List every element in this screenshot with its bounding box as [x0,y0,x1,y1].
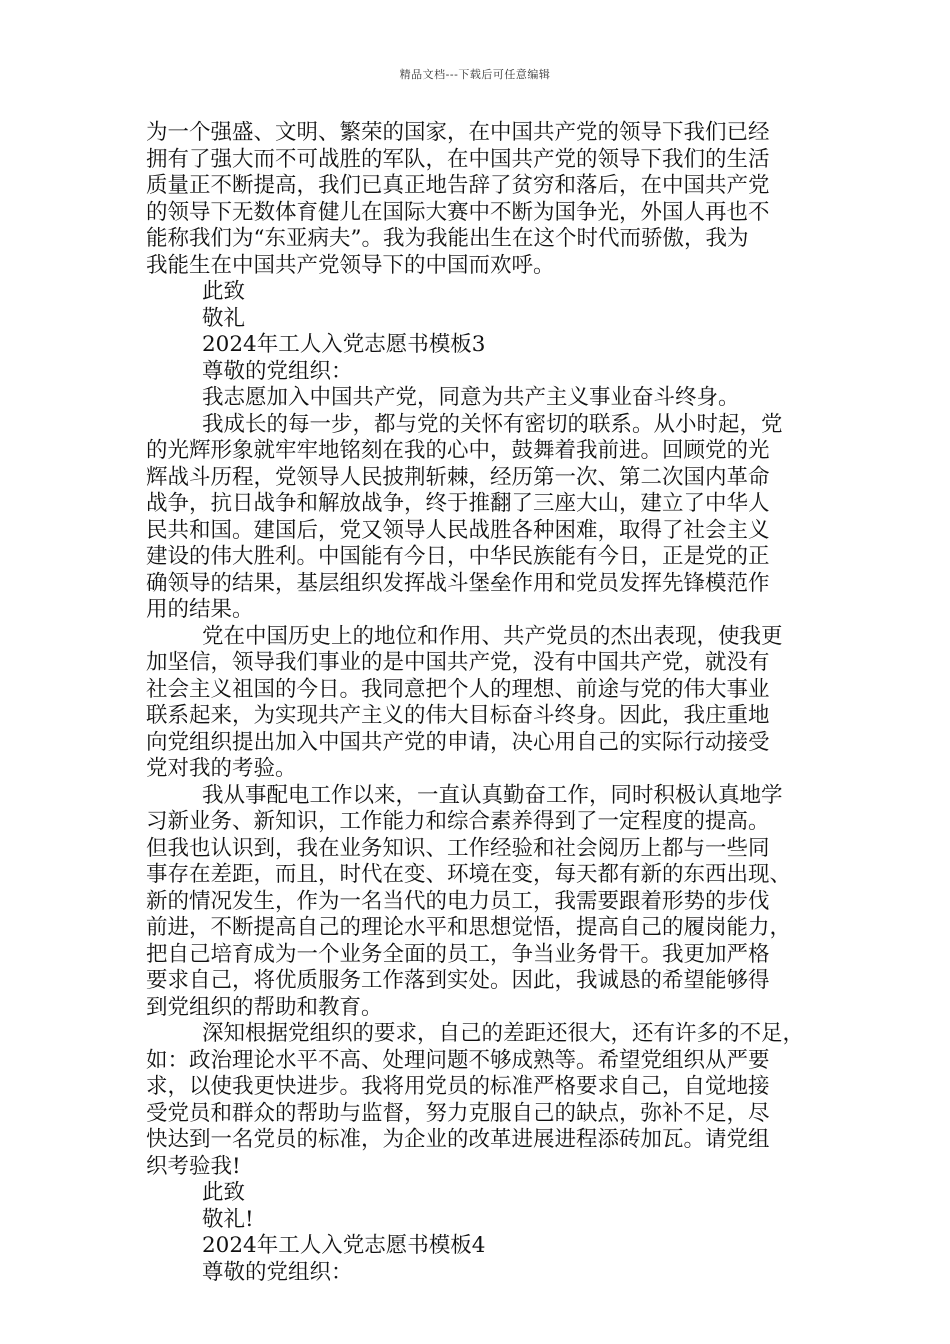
text-line: 习新业务、新知识，工作能力和综合素养得到了一定程度的提高。 [146,809,770,834]
text-line: 党在中国历史上的地位和作用、共产党员的杰出表现，使我更 [202,623,783,649]
text-line: 敬礼! [202,1206,254,1232]
text-line: 但我也认识到，我在业务知识、工作经验和社会阅历上都与一些同 [146,835,770,861]
text-line: 此致 [202,1180,246,1205]
text-line: 我能生在中国共产党领导下的中国而欢呼。 [146,252,555,278]
text-line: 为一个强盛、文明、繁荣的国家，在中国共产党的领导下我们已经 [146,120,770,145]
text-line: 前进，不断提高自己的理论水平和思想觉悟，提高自己的履岗能力， [146,915,792,940]
text-line: 能称我们为“东亚病夫”。我为我能出生在这个时代而骄傲，我为 [146,226,749,251]
text-line: 拥有了强大而不可战胜的军队，在中国共产党的领导下我们的生活 [146,146,770,172]
text-line: 社会主义祖国的今日。我同意把个人的理想、前途与党的伟大事业 [146,676,770,702]
text-line: 求，以使我更快进步。我将用党员的标准严格要求自己，自觉地接 [146,1074,770,1099]
text-line: 确领导的结果，基层组织发挥战斗堡垒作用和党员发挥先锋模范作 [146,570,770,596]
text-line: 我成长的每一步，都与党的关怀有密切的联系。从小时起，党 [202,411,783,437]
text-line: 加坚信，领导我们事业的是中国共产党，没有中国共产党，就没有 [146,650,770,675]
text-line: 新的情况发生，作为一名当代的电力员工，我需要跟着形势的步伐 [146,888,770,914]
text-line: 辉战斗历程，党领导人民披荆斩棘，经历第一次、第二次国内革命 [146,464,770,490]
text-line: 联系起来，为实现共产主义的伟大目标奋斗终身。因此，我庄重地 [146,703,770,728]
text-line: 2024年工人入党志愿书模板3 [202,332,486,357]
text-line: 党对我的考验。 [146,756,297,781]
text-line: 用的结果。 [146,597,254,622]
text-line: 我从事配电工作以来，一直认真勤奋工作，同时积极认真地学 [202,782,783,808]
text-line: 如：政治理论水平不高、处理问题不够成熟等。希望党组织从严要 [146,1047,770,1073]
text-line: 2024年工人入党志愿书模板4 [202,1233,486,1258]
text-line: 民共和国。建国后，党又领导人民战胜各种困难，取得了社会主义 [146,517,770,543]
text-line: 受党员和群众的帮助与监督，努力克服自己的缺点，弥补不足，尽 [146,1100,770,1126]
page-header: 精品文档---下载后可任意编辑 [399,68,551,81]
text-line: 尊敬的党组织： [202,1259,353,1285]
text-line: 尊敬的党组织： [202,358,353,384]
text-line: 要求自己，将优质服务工作落到实处。因此，我诚恳的希望能够得 [146,968,770,993]
text-line: 深知根据党组织的要求，自己的差距还很大，还有许多的不足， [202,1021,805,1046]
text-line: 敬礼 [202,305,246,331]
text-line: 质量正不断提高，我们已真正地告辞了贫穷和落后，在中国共产党 [146,173,770,198]
text-line: 快达到一名党员的标准，为企业的改革进展进程添砖加瓦。请党组 [146,1127,770,1152]
text-line: 此致 [202,279,246,304]
text-line: 的领导下无数体育健儿在国际大赛中不断为国争光，外国人再也不 [146,199,770,225]
text-line: 向党组织提出加入中国共产党的申请，决心用自己的实际行动接受 [146,729,770,755]
text-line: 把自己培育成为一个业务全面的员工，争当业务骨干。我更加严格 [146,941,770,967]
text-line: 的光辉形象就牢牢地铭刻在我的心中，鼓舞着我前进。回顾党的光 [146,438,770,463]
text-line: 事存在差距，而且，时代在变、环境在变，每天都有新的东西出现、 [146,862,792,887]
text-line: 我志愿加入中国共产党，同意为共产主义事业奋斗终身。 [202,385,740,410]
text-line: 建设的伟大胜利。中国能有今日，中华民族能有今日，正是党的正 [146,544,770,569]
text-line: 到党组织的帮助和教育。 [146,994,383,1020]
text-line: 织考验我! [146,1153,241,1179]
document-body [146,120,810,1286]
text-line: 战争，抗日战争和解放战争，终于推翻了三座大山，建立了中华人 [146,491,770,516]
